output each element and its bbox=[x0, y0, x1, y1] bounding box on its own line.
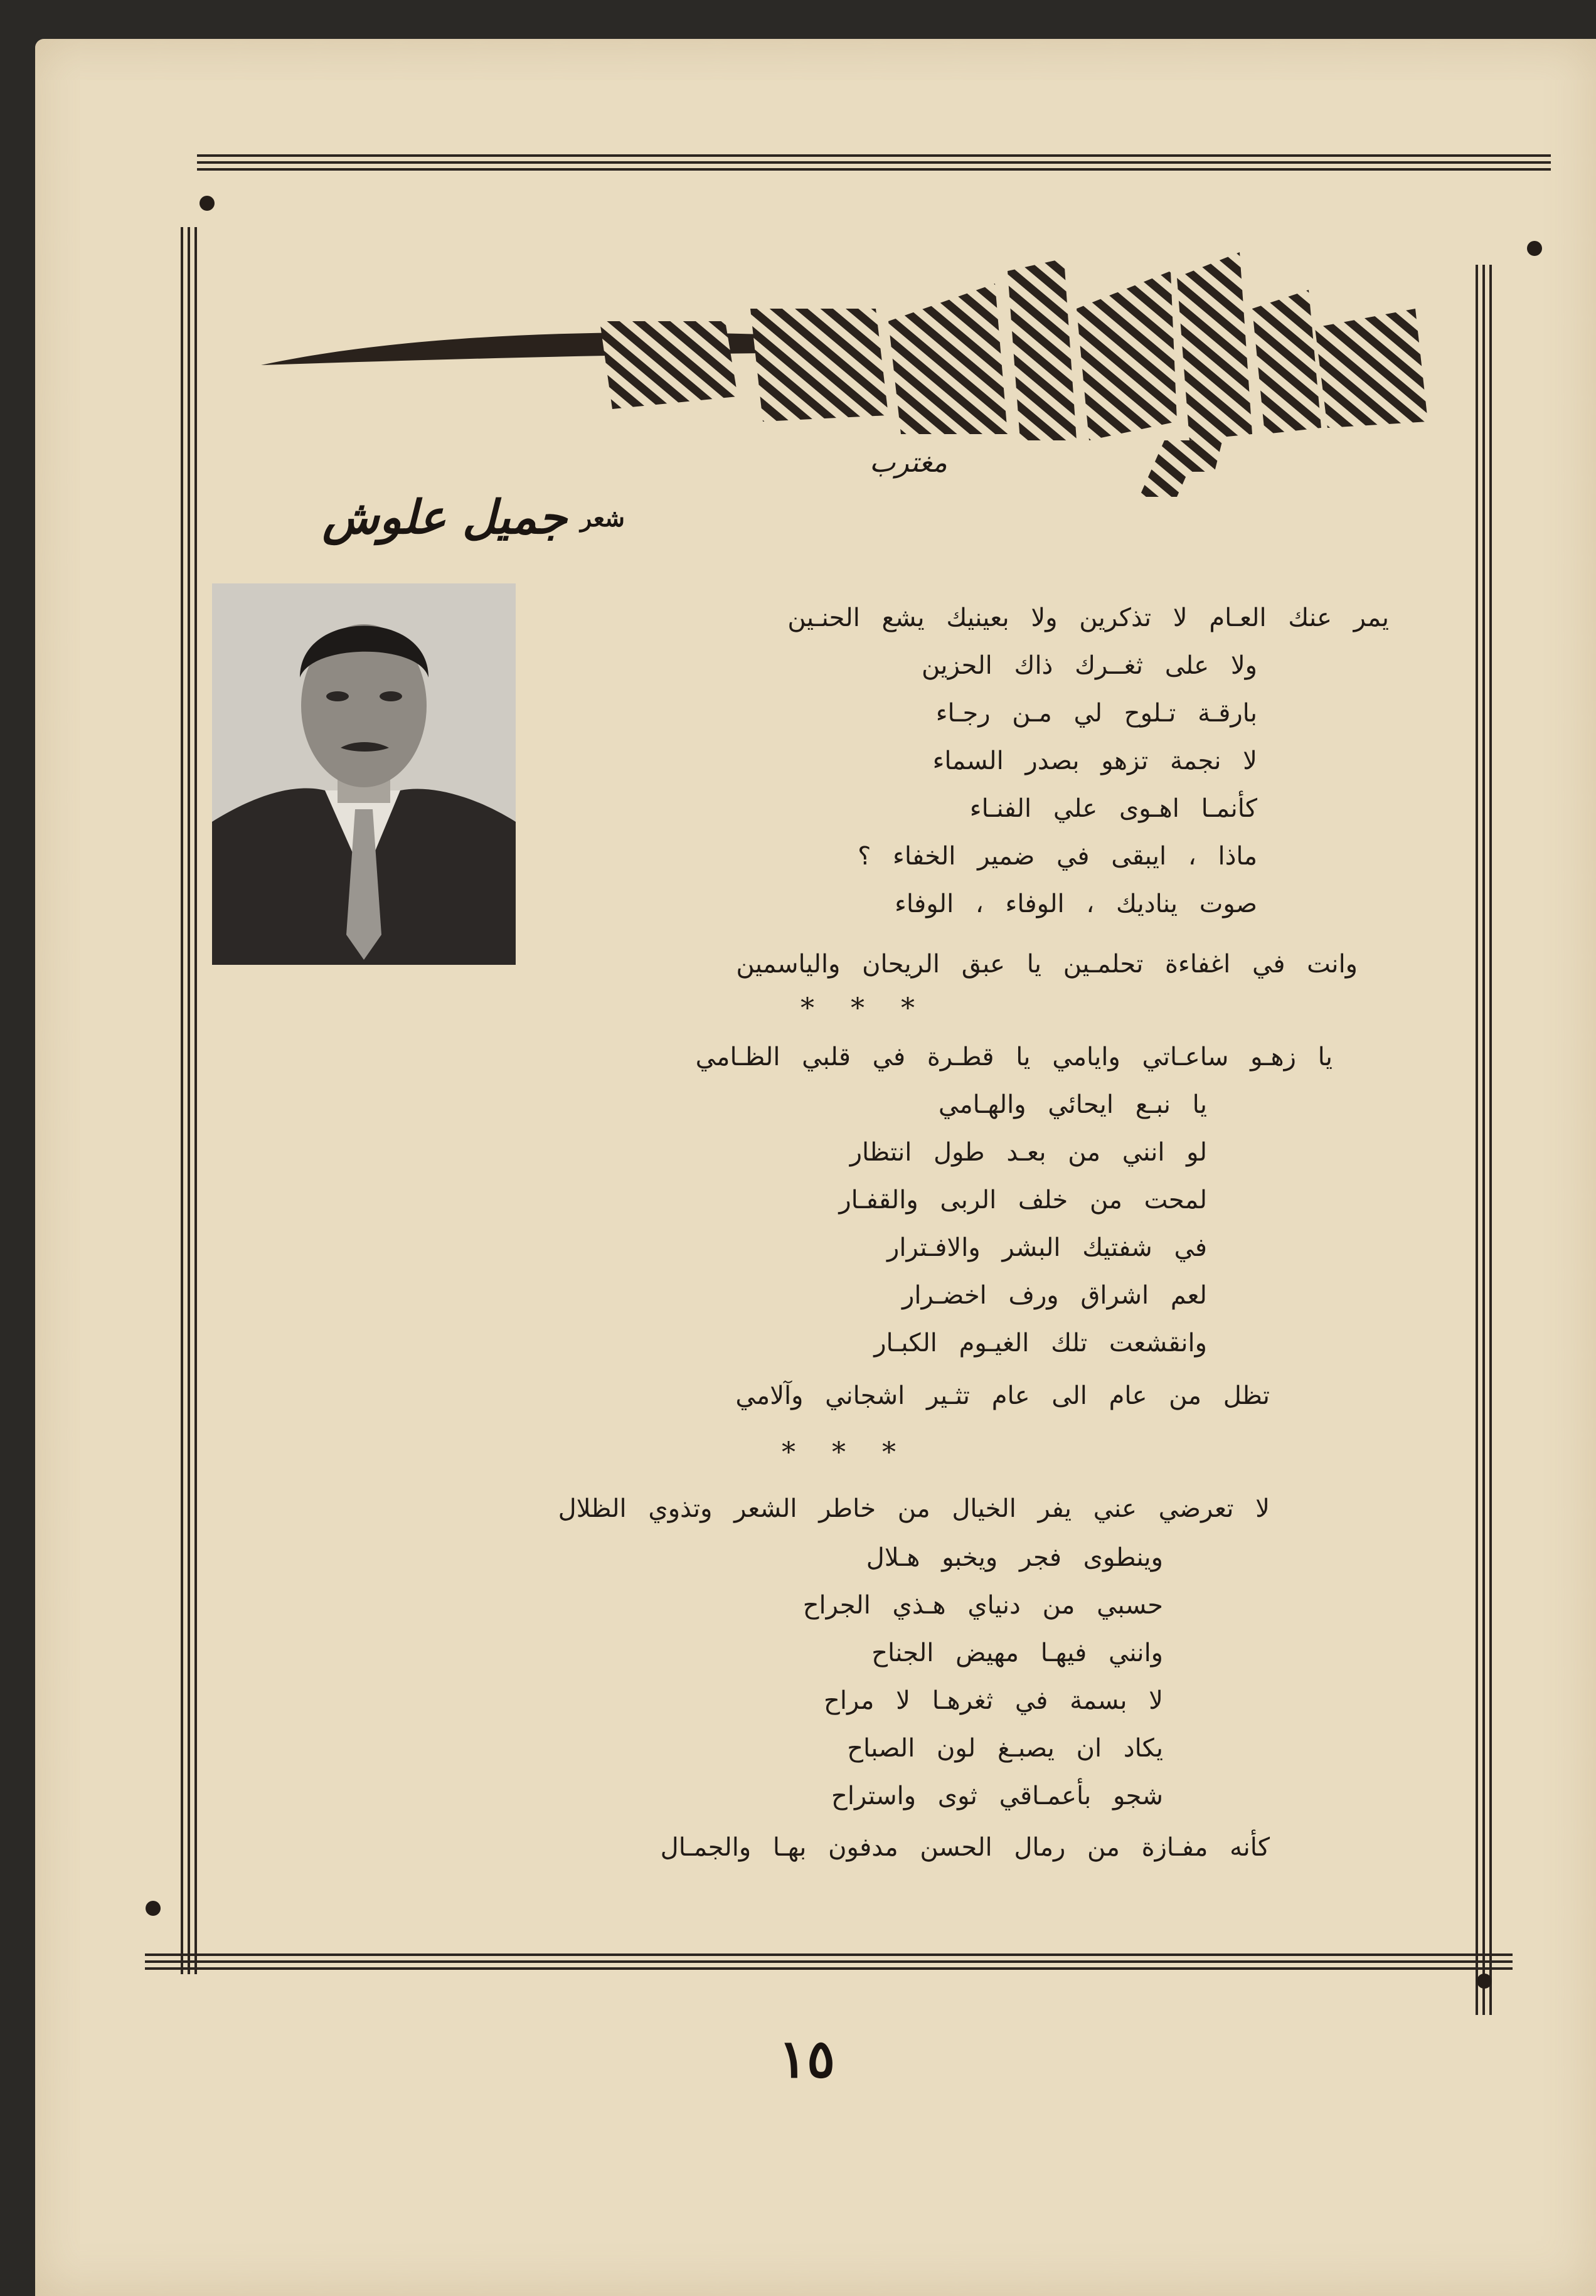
frame-corner-dot bbox=[1477, 1974, 1492, 1989]
poem-line: لا تعرضي عني يفر الخيال من خاطر الشعر وتذوي الظلال bbox=[558, 1494, 1270, 1523]
frame-top-rule bbox=[197, 154, 1551, 172]
author-credit bbox=[217, 491, 625, 547]
poem-line: يكاد ان يصبـغ لون الصباح bbox=[847, 1734, 1163, 1763]
poem-line: يا نبـع ايحائي والهـامي bbox=[938, 1090, 1207, 1119]
poem-line: وينطوى فجر ويخبو هـلال bbox=[866, 1543, 1163, 1572]
frame-right-rule bbox=[1476, 265, 1493, 2015]
poem-line: كأنمـا اهـوى علي الفنـاء bbox=[969, 794, 1257, 823]
frame-left-rule bbox=[181, 227, 198, 1974]
poem-line: لعم اشراق ورف اخضـرار bbox=[902, 1281, 1207, 1310]
frame-bottom-rule bbox=[145, 1953, 1513, 1971]
poem-line: وانقشعت تلك الغيـوم الكبـار bbox=[874, 1329, 1207, 1358]
poem-line: يمر عنك العـام لا تذكرين ولا بعينيك يشع الحنـين bbox=[787, 603, 1389, 632]
poem-line: تظل من عام الى عام تثـير اشجاني وآلامي bbox=[735, 1381, 1270, 1410]
author-portrait bbox=[212, 583, 516, 965]
magazine-page bbox=[35, 39, 1596, 2296]
poem-line: وانني فيهـا مهيض الجناح bbox=[871, 1639, 1163, 1667]
poem-line: لا بسمة في ثغرهـا لا مراح bbox=[824, 1686, 1163, 1715]
poem-line: ولا على ثغــرك ذاك الحزين bbox=[921, 651, 1257, 680]
portrait-image bbox=[212, 583, 516, 965]
frame-corner-dot bbox=[200, 196, 215, 211]
frame-corner-dot bbox=[146, 1901, 161, 1916]
title-subtitle: مغترب bbox=[870, 447, 947, 479]
poem-line: شجو بأعمـاقي ثوى واستراح bbox=[831, 1782, 1163, 1810]
poem-line: لمحت من خلف الربى والقفـار bbox=[839, 1186, 1207, 1214]
poem-line: لا نجمة تزهو بصدر السماء bbox=[932, 747, 1257, 775]
stanza-separator: * * * bbox=[782, 1437, 910, 1469]
poem-line: وانت في اغفاءة تحلمـين يا عبق الريحان والياسمين bbox=[736, 950, 1358, 979]
poem-line: كأنه مفـازة من رمال الحسن مدفون بهـا والجمـال bbox=[660, 1833, 1270, 1862]
poem-line: ماذا ، ايبقى في ضمير الخفاء ؟ bbox=[858, 842, 1257, 871]
page-number: ١٥ bbox=[778, 2028, 836, 2090]
stanza-separator: * * * bbox=[801, 992, 928, 1024]
frame-corner-dot bbox=[1527, 241, 1542, 256]
poem-line: لو انني من بعـد طول انتظار bbox=[849, 1138, 1207, 1167]
author-name: جميل علوش bbox=[322, 491, 567, 545]
poem-line: صوت يناديك ، الوفاء ، الوفاء bbox=[895, 890, 1257, 918]
poem-line: حسبي من دنياي هـذي الجراح bbox=[802, 1591, 1163, 1620]
author-label: شعر bbox=[580, 503, 625, 532]
poem-line: في شفتيك البشر والافـترار bbox=[887, 1233, 1207, 1262]
poem-line: بارقـة تـلوح لي مـن رجـاء bbox=[935, 699, 1257, 728]
poem-line: يا زهـو ساعـاتي وايامي يا قطـرة في قلبي الظـامي bbox=[695, 1043, 1333, 1071]
